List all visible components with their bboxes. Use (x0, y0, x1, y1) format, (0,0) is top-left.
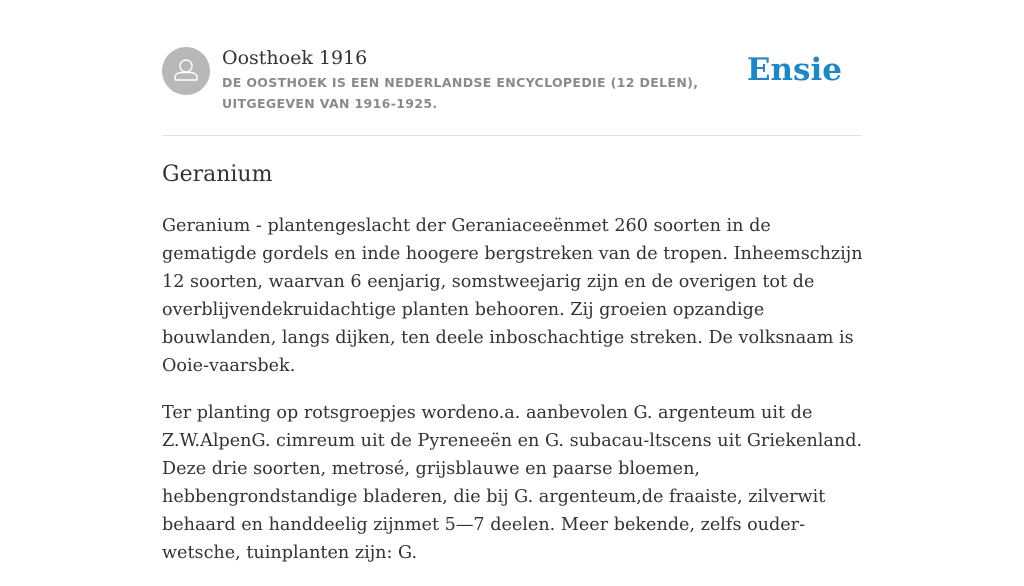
ensie-logo[interactable]: Ensie (746, 52, 842, 88)
user-silhouette-icon (162, 47, 210, 95)
article-body (162, 212, 868, 586)
source-title[interactable]: Oosthoek 1916 (222, 47, 368, 69)
header-divider (162, 135, 862, 136)
article-paragraph: Geranium - plantengeslacht der Geraniaceeënmet 260 soorten in de gematigde gordels en inde hoogere bergstreken van de tropen. Inheemschzijn 12 soorten, waarvan 6 eenjarig, somstweejarig zijn en de overigen tot de overblijvendekruidachtige planten behooren. Zij groeien opzandige bouwlanden, langs dijken, ten deele inboschachtige streken. De volksnaam is Ooie-vaarsbek. (162, 216, 863, 376)
source-avatar[interactable] (162, 47, 210, 95)
source-header (162, 46, 862, 116)
article-paragraph: Ter planting op rotsgroepjes wordeno.a. aanbevolen G. argenteum uit de Z.W.AlpenG. cimreum uit de Pyreneeën en G. subacau-ltscens uit Griekenland. Deze drie soorten, metrosé, grijsblauwe en paarse bloemen, hebbengrondstandige bladeren, die bij G. argenteum,de fraaiste, zilverwit behaard en handdeelig zijnmet 5—7 deelen. Meer bekende, zelfs ouder-wetsche, tuinplanten zijn: G. (162, 403, 863, 563)
source-description: DE OOSTHOEK IS EEN NEDERLANDSE ENCYCLOPEDIE (12 DELEN), UITGEGEVEN VAN 1916-1925. (222, 75, 699, 111)
article-title: Geranium (162, 162, 273, 187)
